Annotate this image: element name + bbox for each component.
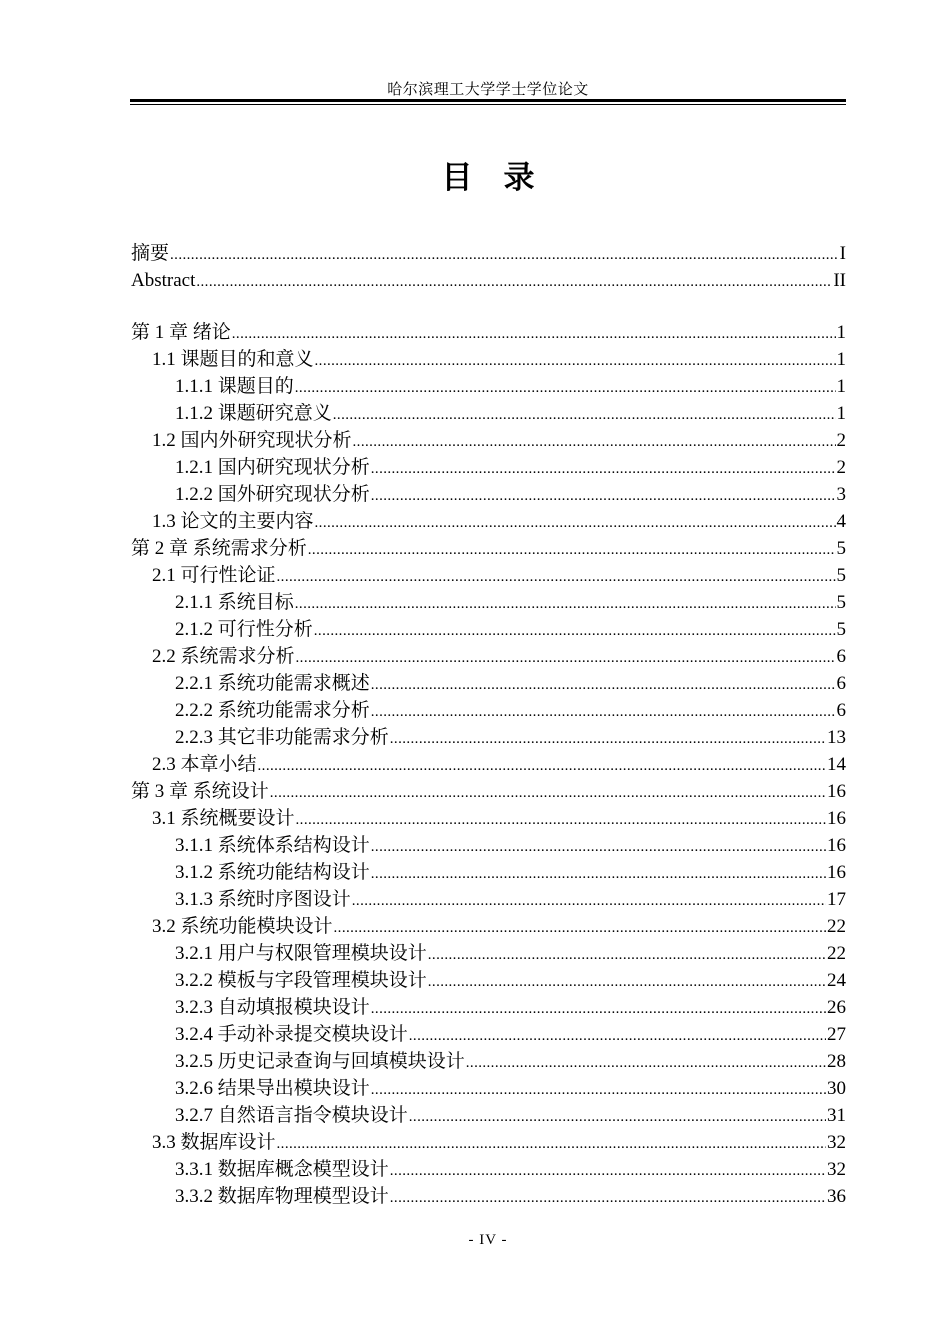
toc-entry-page: 1 (836, 403, 846, 424)
toc-entry-page: 26 (827, 997, 846, 1018)
toc-entry[interactable] (131, 805, 846, 832)
toc-leader-dots (371, 456, 836, 483)
toc-entry[interactable] (131, 427, 846, 454)
toc-leader-dots (352, 888, 826, 915)
toc-entry-text: 第 2 章 系统需求分析 (131, 538, 307, 559)
toc-entry-page: 6 (836, 700, 846, 721)
toc-entry-page: 6 (836, 673, 846, 694)
toc-leader-dots (371, 834, 826, 861)
toc-entry-page: 30 (827, 1078, 846, 1099)
toc-entry-text: 3.1.2 系统功能结构设计 (175, 862, 370, 883)
page-title: 目 录 (441, 160, 535, 196)
toc-leader-dots (334, 915, 826, 942)
toc-leader-dots (428, 942, 826, 969)
toc-entry-page: 16 (827, 781, 846, 802)
toc-entry-page: II (833, 270, 846, 291)
toc-leader-dots (295, 591, 836, 618)
toc-leader-dots (390, 726, 826, 753)
toc-leader-dots (428, 969, 826, 996)
toc-entry[interactable] (131, 616, 846, 643)
toc-leader-dots (296, 807, 826, 834)
table-of-contents (131, 240, 846, 1210)
toc-leader-dots (409, 1104, 826, 1131)
toc-leader-dots (296, 645, 836, 672)
toc-entry-text: 3.2.3 自动填报模块设计 (175, 997, 370, 1018)
toc-entry-page: 16 (827, 835, 846, 856)
toc-entry-page: 36 (827, 1186, 846, 1207)
toc-entry-text: 3.2.4 手动补录提交模块设计 (175, 1024, 408, 1045)
toc-entry[interactable] (131, 373, 846, 400)
toc-entry-page: 24 (827, 970, 846, 991)
toc-entry-page: 32 (827, 1159, 846, 1180)
toc-leader-dots (315, 348, 836, 375)
toc-entry[interactable] (131, 400, 846, 427)
toc-entry-text: Abstract (131, 270, 196, 291)
toc-leader-dots (314, 618, 836, 645)
toc-entry[interactable] (131, 778, 846, 805)
toc-entry-text: 2.1.1 系统目标 (175, 592, 294, 613)
toc-entry-page: 27 (827, 1024, 846, 1045)
toc-entry-text: 2.2.2 系统功能需求分析 (175, 700, 370, 721)
toc-entry-text: 1.3 论文的主要内容 (152, 511, 314, 532)
toc-entry[interactable] (131, 1075, 846, 1102)
toc-entry-page: 22 (827, 916, 846, 937)
toc-entry[interactable] (131, 319, 846, 346)
toc-entry[interactable] (131, 1156, 846, 1183)
toc-entry-text: 3.3.2 数据库物理模型设计 (175, 1186, 389, 1207)
toc-leader-dots (315, 510, 836, 537)
page-number: - IV - (468, 1232, 508, 1248)
toc-leader-dots (170, 242, 839, 269)
toc-entry[interactable] (131, 589, 846, 616)
toc-entry-text: 摘要 (131, 243, 170, 264)
toc-leader-dots (371, 861, 826, 888)
toc-entry-page: 1 (836, 322, 846, 343)
toc-entry[interactable] (131, 859, 846, 886)
toc-entry-page: 5 (836, 619, 846, 640)
toc-entry[interactable] (131, 1021, 846, 1048)
toc-entry-page: 17 (827, 889, 846, 910)
toc-entry[interactable] (131, 1183, 846, 1210)
toc-entry-page: 1 (836, 349, 846, 370)
toc-entry-page: 32 (827, 1132, 846, 1153)
header-rule-thick (130, 99, 846, 102)
toc-entry-text: 2.2.3 其它非功能需求分析 (175, 727, 389, 748)
toc-entry-text: 1.2.2 国外研究现状分析 (175, 484, 370, 505)
toc-entry-page: 2 (836, 457, 846, 478)
toc-leader-dots (295, 375, 836, 402)
toc-entry-text: 第 1 章 绪论 (131, 322, 231, 343)
toc-leader-dots (371, 699, 836, 726)
toc-entry[interactable] (131, 670, 846, 697)
toc-entry[interactable] (131, 562, 846, 589)
toc-entry[interactable] (131, 994, 846, 1021)
toc-leader-dots (270, 780, 826, 807)
toc-entry[interactable] (131, 1129, 846, 1156)
toc-entry-page: 6 (836, 646, 846, 667)
toc-entry-text: 3.2.2 模板与字段管理模块设计 (175, 970, 427, 991)
toc-entry-text: 第 3 章 系统设计 (131, 781, 269, 802)
toc-entry-page: 4 (836, 511, 846, 532)
toc-entry[interactable] (131, 454, 846, 481)
toc-entry-text: 1.1 课题目的和意义 (152, 349, 314, 370)
toc-leader-dots (409, 1023, 826, 1050)
toc-entry-text: 3.2.1 用户与权限管理模块设计 (175, 943, 427, 964)
header-rule-thin (130, 104, 846, 105)
toc-entry-page: 2 (836, 430, 846, 451)
toc-entry-page: 13 (827, 727, 846, 748)
toc-entry[interactable] (131, 1102, 846, 1129)
toc-leader-dots (371, 672, 836, 699)
toc-leader-dots (371, 483, 836, 510)
toc-entry-page: 16 (827, 808, 846, 829)
toc-entry-text: 3.2.7 自然语言指令模块设计 (175, 1105, 408, 1126)
toc-entry-text: 3.2.6 结果导出模块设计 (175, 1078, 370, 1099)
toc-entry[interactable] (131, 643, 846, 670)
toc-entry-text: 3.1.3 系统时序图设计 (175, 889, 351, 910)
toc-leader-dots (333, 402, 836, 429)
toc-leader-dots (371, 1077, 826, 1104)
toc-entry-text: 2.3 本章小结 (152, 754, 257, 775)
toc-leader-dots (353, 429, 836, 456)
toc-entry-abstract-en[interactable] (131, 267, 846, 294)
toc-leader-dots (466, 1050, 826, 1077)
toc-entry-page: 1 (836, 376, 846, 397)
toc-entry-page: 3 (836, 484, 846, 505)
toc-entry-text: 3.1.1 系统体系结构设计 (175, 835, 370, 856)
toc-entry-text: 2.1 可行性论证 (152, 565, 276, 586)
toc-entry-text: 1.2 国内外研究现状分析 (152, 430, 352, 451)
toc-entry[interactable] (131, 697, 846, 724)
toc-entry-text: 3.1 系统概要设计 (152, 808, 295, 829)
toc-leader-dots (371, 996, 826, 1023)
toc-entry-text: 1.1.1 课题目的 (175, 376, 294, 397)
toc-entry-page: 5 (836, 538, 846, 559)
toc-entry[interactable] (131, 886, 846, 913)
toc-leader-dots (390, 1158, 826, 1185)
toc-entry[interactable] (131, 481, 846, 508)
toc-entry-text: 3.3.1 数据库概念模型设计 (175, 1159, 389, 1180)
toc-leader-dots (196, 269, 832, 296)
toc-body (131, 319, 846, 1210)
toc-entry[interactable] (131, 1048, 846, 1075)
toc-entry[interactable] (131, 508, 846, 535)
running-header: 哈尔滨理工大学学士学位论文 (387, 82, 589, 98)
toc-entry-text: 3.3 数据库设计 (152, 1132, 276, 1153)
toc-entry[interactable] (131, 913, 846, 940)
toc-entry-page: 28 (827, 1051, 846, 1072)
toc-entry-page: 16 (827, 862, 846, 883)
toc-entry-page: 14 (827, 754, 846, 775)
toc-entry-text: 2.1.2 可行性分析 (175, 619, 313, 640)
toc-entry[interactable] (131, 724, 846, 751)
toc-entry-text: 2.2.1 系统功能需求概述 (175, 673, 370, 694)
toc-entry[interactable] (131, 346, 846, 373)
toc-leader-dots (277, 1131, 826, 1158)
toc-entry-page: 31 (827, 1105, 846, 1126)
toc-leader-dots (277, 564, 836, 591)
toc-entry[interactable] (131, 535, 846, 562)
toc-entry-text: 1.2.1 国内研究现状分析 (175, 457, 370, 478)
toc-entry[interactable] (131, 967, 846, 994)
toc-entry-abstract-cn[interactable] (131, 240, 846, 267)
toc-leader-dots (232, 321, 836, 348)
toc-entry-text: 2.2 系统需求分析 (152, 646, 295, 667)
toc-leader-dots (308, 537, 836, 564)
toc-entry-page: 5 (836, 565, 846, 586)
toc-entry[interactable] (131, 751, 846, 778)
toc-entry-text: 1.1.2 课题研究意义 (175, 403, 332, 424)
toc-leader-dots (258, 753, 826, 780)
toc-entry-page: 22 (827, 943, 846, 964)
toc-leader-dots (390, 1185, 826, 1212)
toc-entry-page: 5 (836, 592, 846, 613)
toc-entry[interactable] (131, 940, 846, 967)
toc-entry-page: I (839, 243, 846, 264)
toc-entry-text: 3.2 系统功能模块设计 (152, 916, 333, 937)
toc-entry-text: 3.2.5 历史记录查询与回填模块设计 (175, 1051, 465, 1072)
toc-entry[interactable] (131, 832, 846, 859)
toc-spacer (131, 294, 846, 319)
